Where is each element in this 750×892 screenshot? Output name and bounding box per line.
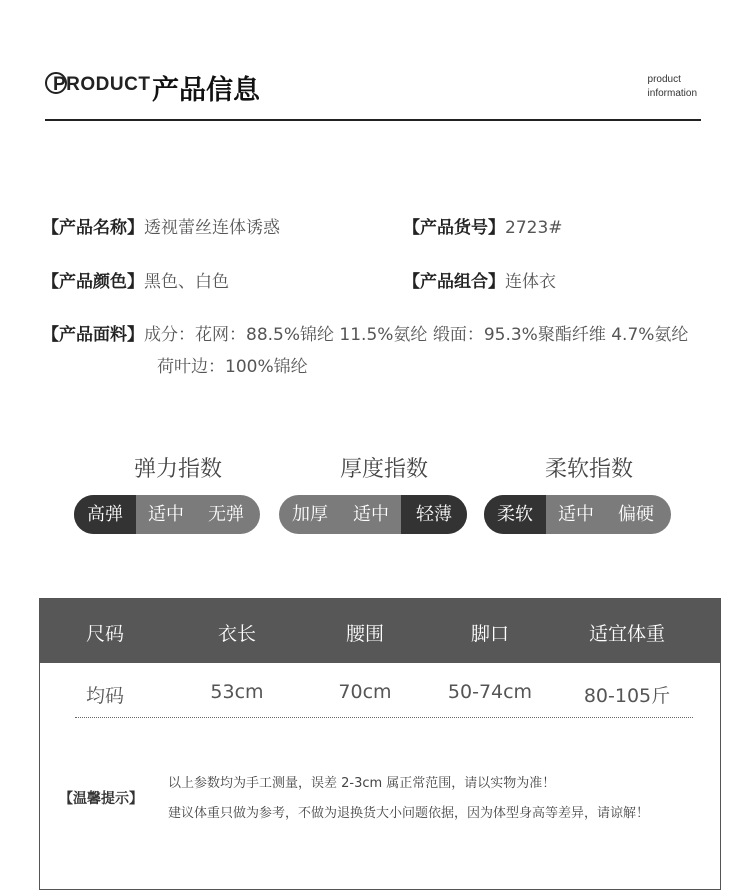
header-size: 尺码 <box>85 623 124 645</box>
thickness-title: 厚度指数 <box>339 457 428 482</box>
elasticity-option-none: 无弹 <box>208 504 244 525</box>
product-name-key: 【产品名称】 <box>42 218 144 238</box>
product-fabric-value-2: 荷叶边：100%锦纶 <box>157 357 308 377</box>
product-code-value: 2723# <box>505 218 563 238</box>
cell-size: 均码 <box>85 685 124 707</box>
thickness-option-medium: 适中 <box>353 504 389 525</box>
thickness-option-thick: 加厚 <box>292 504 328 525</box>
logo-text: PRODUCT <box>53 74 151 95</box>
softness-option-hard: 偏硬 <box>618 504 654 525</box>
product-code-key: 【产品货号】 <box>403 218 505 238</box>
section-title: 产品信息 <box>152 75 260 106</box>
product-combo-value: 连体衣 <box>505 272 556 292</box>
header-divider <box>45 119 701 121</box>
section-header <box>45 60 701 122</box>
elasticity-option-high: 高弹 <box>74 495 136 534</box>
softness-selector <box>484 495 671 534</box>
softness-option-soft: 柔软 <box>484 495 546 534</box>
english-line-2: information <box>647 88 697 99</box>
header-hem: 脚口 <box>470 623 509 645</box>
size-table <box>39 598 721 890</box>
softness-title: 柔软指数 <box>544 457 633 482</box>
cell-waist: 70cm <box>338 681 392 703</box>
product-combo-key: 【产品组合】 <box>403 272 505 292</box>
product-color-row <box>42 270 229 294</box>
thickness-option-thin: 轻薄 <box>401 495 467 534</box>
product-fabric-value: 成分：花网：88.5%锦纶 11.5%氨纶 缎面：95.3%聚酯纤维 4.7%氨纶 <box>144 325 689 345</box>
product-color-key: 【产品颜色】 <box>42 272 144 292</box>
product-color-value: 黑色、白色 <box>144 272 229 292</box>
product-combo-row <box>403 270 556 294</box>
header-weight: 适宜体重 <box>588 623 665 645</box>
elasticity-option-medium: 适中 <box>148 504 184 525</box>
english-line-1: product <box>647 74 681 85</box>
header-waist: 腰围 <box>345 623 384 645</box>
tip-line-1: 以上参数均为手工测量，误差 2-3cm 属正常范围，请以实物为准！ <box>168 776 556 791</box>
cell-length: 53cm <box>210 681 264 703</box>
product-fabric-row <box>42 323 688 347</box>
cell-weight: 80-105斤 <box>583 685 671 707</box>
cell-hem: 50-74cm <box>447 681 533 703</box>
row-divider <box>75 717 693 718</box>
product-name-value: 透视蕾丝连体诱惑 <box>144 218 280 238</box>
elasticity-title: 弹力指数 <box>133 457 222 482</box>
elasticity-selector <box>74 495 260 534</box>
product-fabric-key: 【产品面料】 <box>42 325 144 345</box>
english-subtitle <box>648 73 697 101</box>
thickness-selector <box>279 495 467 534</box>
tips-label: 【温馨提示】 <box>59 791 143 807</box>
softness-option-medium: 适中 <box>558 504 594 525</box>
header-length: 衣长 <box>217 623 256 645</box>
product-name-row <box>42 216 280 240</box>
product-code-row <box>403 216 563 240</box>
tip-line-2: 建议体重只做为参考，不做为退换货大小问题依据，因为体型身高等差异，请谅解！ <box>168 806 650 821</box>
